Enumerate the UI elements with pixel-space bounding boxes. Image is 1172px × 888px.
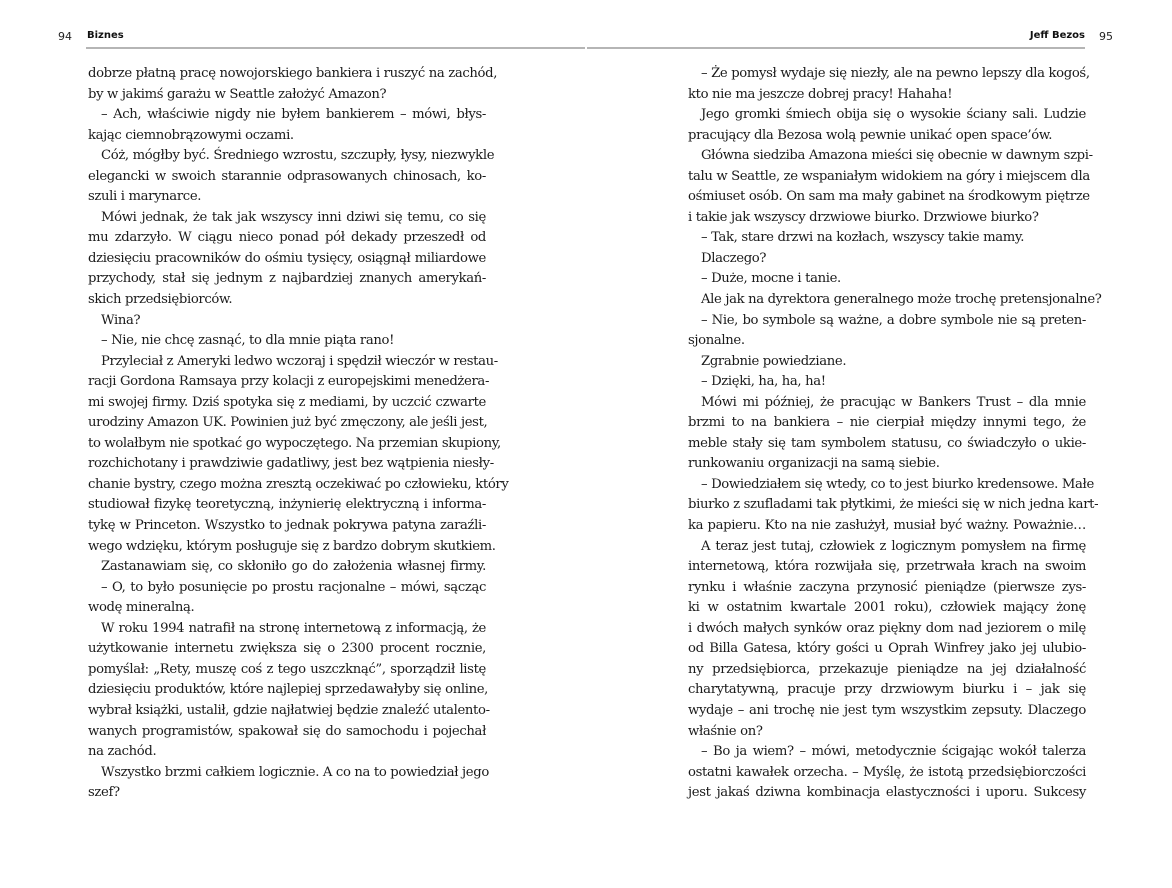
text-line: szuli i marynarce. (88, 189, 202, 205)
text-line: ny przedsiębiorca, przekazuje pieniądze na jej działalność (688, 661, 1086, 677)
text-line: dobrze płatną pracę nowojorskiego bankiera i ruszyć na zachód, (88, 66, 498, 81)
right-page (587, 0, 1172, 888)
text-line: urodziny Amazon UK. Powinien już być zmęczony, ale jeśli jest, (88, 415, 488, 431)
text-line: przychody, stał się jednym z najbardziej znanych amerykań- (88, 271, 486, 287)
text-line: i dwóch małych synków oraz piękny dom nad jeziorem o milę (688, 620, 1086, 636)
text-line: – Duże, mocne i tanie. (701, 271, 841, 287)
text-line: wybrał książki, ustalił, gdzie najłatwiej będzie znaleźć utalento- (88, 702, 490, 718)
text-line: Dlaczego? (701, 250, 767, 266)
text-line: internetową, która rozwijała się, przetrwała krach na swoim (688, 559, 1086, 575)
text-line: wodę mineralną. (88, 600, 195, 616)
text-line: brzmi to na bankiera – nie cierpiał między innymi tego, że (688, 415, 1086, 431)
text-line: tykę w Princeton. Wszystko to jednak pokrywa patyna zaraźli- (88, 518, 486, 534)
text-line: biurko z szufladami tak płytkimi, że mieści się w nich jedna kart- (688, 497, 1099, 513)
running-head: Jeff Bezos (1029, 30, 1085, 41)
text-line: właśnie on? (688, 723, 763, 739)
text-line: by w jakimś garażu w Seattle założyć Amazon? (88, 86, 387, 102)
text-line: wydaje – ani trochę nie jest tym wszystkim zepsuty. Dlaczego (688, 702, 1086, 718)
text-line: sjonalne. (688, 333, 745, 349)
header-rule (86, 47, 585, 49)
text-line: użytkowanie internetu zwiększa się o 2300 procent rocznie, (88, 641, 486, 657)
text-line: mu zdarzyło. W ciągu nieco ponad pół dekady przeszedł od (88, 230, 486, 246)
text-line: – Dowiedziałem się wtedy, co to jest biurko kredensowe. Małe (701, 476, 1094, 492)
running-head: Biznes (87, 30, 124, 41)
left-page (0, 0, 585, 888)
text-line: elegancki w swoich starannie odprasowanych chinosach, ko- (88, 168, 486, 184)
text-line: rozchichotany i prawdziwie gadatliwy, jest bez wątpienia niesły- (88, 456, 494, 472)
text-line: na zachód. (88, 744, 157, 760)
page-number: 95 (1099, 30, 1113, 43)
text-line: Przyleciał z Ameryki ledwo wczoraj i spędził wieczór w restau- (101, 353, 498, 369)
text-line: ośmiuset osób. On sam ma mały gabinet na środkowym piętrze (688, 189, 1090, 205)
text-line: – Tak, stare drzwi na kozłach, wszyscy takie mamy. (701, 230, 1025, 246)
text-line: ostatni kawałek orzecha. – Myślę, że istotą przedsiębiorczości (688, 764, 1086, 780)
text-line: Wszystko brzmi całkiem logicznie. A co na to powiedział jego (101, 764, 489, 780)
text-line: talu w Seattle, ze wspaniałym widokiem na góry i miejscem dla (688, 168, 1090, 184)
body-text (88, 64, 509, 804)
text-line: szef? (88, 785, 120, 801)
text-line: Zastanawiam się, co skłoniło go do założenia własnej firmy. (101, 559, 486, 575)
text-line: ki w ostatnim kwartale 2001 roku), człowiek mający żonę (688, 600, 1086, 616)
text-line: Główna siedziba Amazona mieści się obecnie w dawnym szpi- (701, 148, 1093, 164)
text-line: Mówi jednak, że tak jak wszyscy inni dziwi się temu, co się (101, 209, 486, 225)
text-line: kając ciemnobrązowymi oczami. (88, 127, 294, 143)
text-line: jest jakaś dziwna kombinacja elastyczności i uporu. Sukcesy (688, 785, 1086, 801)
text-line: Ale jak na dyrektora generalnego może trochę pretensjonalne? (701, 292, 1102, 308)
text-line: – O, to było posunięcie po prostu racjonalne – mówi, sącząc (101, 579, 486, 595)
text-line: Jego gromki śmiech obija się o wysokie ściany sali. Ludzie (701, 107, 1086, 123)
text-line: Zgrabnie powiedziane. (701, 353, 847, 369)
text-line: rynku i właśnie zaczyna przynosić pieniądze (pierwsze zys- (688, 579, 1086, 595)
text-line: racji Gordona Ramsaya przy kolacji z europejskimi menedżera- (88, 374, 490, 390)
text-line: Cóż, mógłby być. Średniego wzrostu, szczupły, łysy, niezwykle (101, 148, 495, 164)
text-line: chanie bystry, czego można zresztą oczekiwać po człowieku, który (88, 476, 509, 492)
text-line: Wina? (101, 312, 141, 328)
text-line: i takie jak wszyscy drzwiowe biurko. Drzwiowe biurko? (688, 209, 1039, 225)
text-line: Mówi mi później, że pracując w Bankers Trust – dla mnie (701, 394, 1086, 410)
text-line: A teraz jest tutaj, człowiek z logicznym pomysłem na firmę (701, 538, 1086, 554)
text-line: – Bo ja wiem? – mówi, metodycznie ścigając wokół talerza (701, 744, 1086, 760)
text-line: wego wdzięku, którym posługuje się z bardzo dobrym skutkiem. (88, 538, 496, 554)
text-line: kto nie ma jeszcze dobrej pracy! Hahaha! (688, 86, 953, 102)
text-line: – Nie, nie chcę zasnąć, to dla mnie piąta rano! (101, 333, 395, 349)
text-line: dziesięciu produktów, które najlepiej sprzedawałyby się online, (88, 682, 489, 698)
text-line: pracujący dla Bezosa wolą pewnie unikać open space’ów. (688, 127, 1053, 143)
header-rule (587, 47, 1085, 49)
text-line: meble stały się tam symbolem statusu, co świadczyło o ukie- (688, 435, 1086, 451)
text-line: – Ach, właściwie nigdy nie byłem bankierem – mówi, błys- (101, 107, 486, 123)
text-line: pomyślał: „Rety, muszę coś z tego uszczknąć”, sporządził listę (88, 661, 486, 677)
text-line: ka papieru. Kto na nie zasłużył, musiał być ważny. Poważnie… (688, 518, 1086, 534)
page-number: 94 (58, 30, 72, 43)
text-line: runkowaniu organizacji na samą siebie. (688, 456, 940, 472)
text-line: studiował fizykę teoretyczną, inżynierię elektryczną i informa- (88, 497, 486, 513)
text-line: charytatywną, pracuje przy drzwiowym biurku i – jak się (688, 682, 1086, 698)
text-line: od Billa Gatesa, który gości u Oprah Winfrey jako jej ulubio- (688, 641, 1086, 657)
text-line: – Dzięki, ha, ha, ha! (701, 374, 826, 390)
text-line: – Nie, bo symbole są ważne, a dobre symbole nie są preten- (701, 312, 1086, 328)
text-line: mi swojej firmy. Dziś spotyka się z mediami, by uczcić czwarte (88, 394, 486, 410)
text-line: – Że pomysł wydaje się niezły, ale na pewno lepszy dla kogoś, (701, 66, 1090, 81)
text-line: dziesięciu pracowników do ośmiu tysięcy, osiągnął miliardowe (88, 250, 486, 266)
text-line: to wolałbym nie spotkać go wypoczętego. Na przemian skupiony, (88, 435, 501, 451)
text-line: skich przedsiębiorców. (88, 292, 233, 308)
text-line: W roku 1994 natrafił na stronę internetową z informacją, że (101, 620, 486, 636)
text-line: wanych programistów, spakował się do samochodu i pojechał (88, 723, 486, 739)
body-text (688, 64, 1102, 804)
